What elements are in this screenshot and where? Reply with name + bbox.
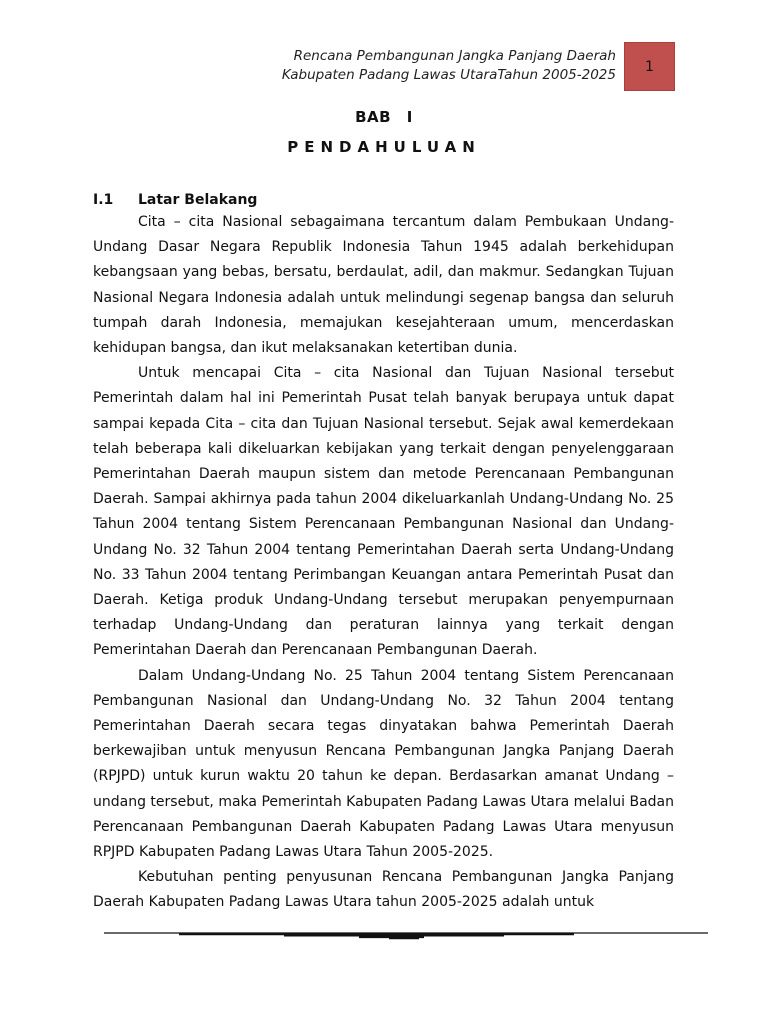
header-line-2: Kabupaten Padang Lawas UtaraTahun 2005-2025 <box>281 67 616 83</box>
header-line-1: Rencana Pembangunan Jangka Panjang Daerah <box>293 48 616 64</box>
paragraph: Untuk mencapai Cita – cita Nasional dan Tujuan Nasional tersebut Pemerintah dalam hal ini Pemerintah Pusat telah banyak berupaya untuk dapat sampai kepada Cita – cita dan Tujuan Nasional tersebut. Sejak awal kemerdekaan telah beberapa kali dikeluarkan kebijakan yang terkait dengan penyelenggaraan Pemerintahan Daerah maupun sistem dan metode Perencanaan Pembangunan Daerah. Sampai akhirnya pada tahun 2004 dikeluarkanlah Undang-Undang No. 25 Tahun 2004 tentang Sistem Perencanaan Pembangunan Nasional dan Undang-Undang No. 32 Tahun 2004 tentang Pemerintahan Daerah serta Undang-Undang No. 33 Tahun 2004 tentang Perimbangan Keuangan antara Pemerintah Pusat dan Daerah. Ketiga produk Undang-Undang tersebut merupakan penyempurnaan terhadap Undang-Undang dan peraturan lainnya yang terkait dengan Pemerintahan Daerah dan Perencanaan Pembangunan Daerah. <box>93 365 674 659</box>
running-header <box>156 47 616 85</box>
section-heading <box>93 191 257 209</box>
body-text <box>93 210 674 916</box>
chapter-label: BAB I <box>355 108 413 126</box>
page-number: 1 <box>624 42 675 91</box>
section-title: Latar Belakang <box>138 192 258 208</box>
paragraph: Cita – cita Nasional sebagaimana tercantum dalam Pembukaan Undang-Undang Dasar Negara Republik Indonesia Tahun 1945 adalah berkehidupan kebangsaan yang bebas, bersatu, berdaulat, adil, dan makmur. Sedangkan Tujuan Nasional Negara Indonesia adalah untuk melindungi segenap bangsa dan seluruh tumpah darah Indonesia, memajukan kesejahteraan umum, mencerdaskan kehidupan bangsa, dan ikut melaksanakan ketertiban dunia. <box>93 214 674 357</box>
chapter-title: PENDAHULUAN <box>287 138 481 156</box>
paragraph: Kebutuhan penting penyusunan Rencana Pembangunan Jangka Panjang Daerah Kabupaten Padang Lawas Utara tahun 2005-2025 adalah untuk <box>93 869 674 911</box>
section-number: I.1 <box>93 192 114 208</box>
footer-rule <box>104 929 708 941</box>
paragraph: Dalam Undang-Undang No. 25 Tahun 2004 tentang Sistem Perencanaan Pembangunan Nasional dan Undang-Undang No. 32 Tahun 2004 tentang Pemerintahan Daerah secara tegas dinyatakan bahwa Pemerintah Daerah berkewajiban untuk menyusun Rencana Pembangunan Jangka Panjang Daerah (RPJPD) untuk kurun waktu 20 tahun ke depan. Berdasarkan amanat Undang – undang tersebut, maka Pemerintah Kabupaten Padang Lawas Utara melalui Badan Perencanaan Pembangunan Daerah Kabupaten Padang Lawas Utara menyusun RPJPD Kabupaten Padang Lawas Utara Tahun 2005-2025. <box>93 667 674 861</box>
